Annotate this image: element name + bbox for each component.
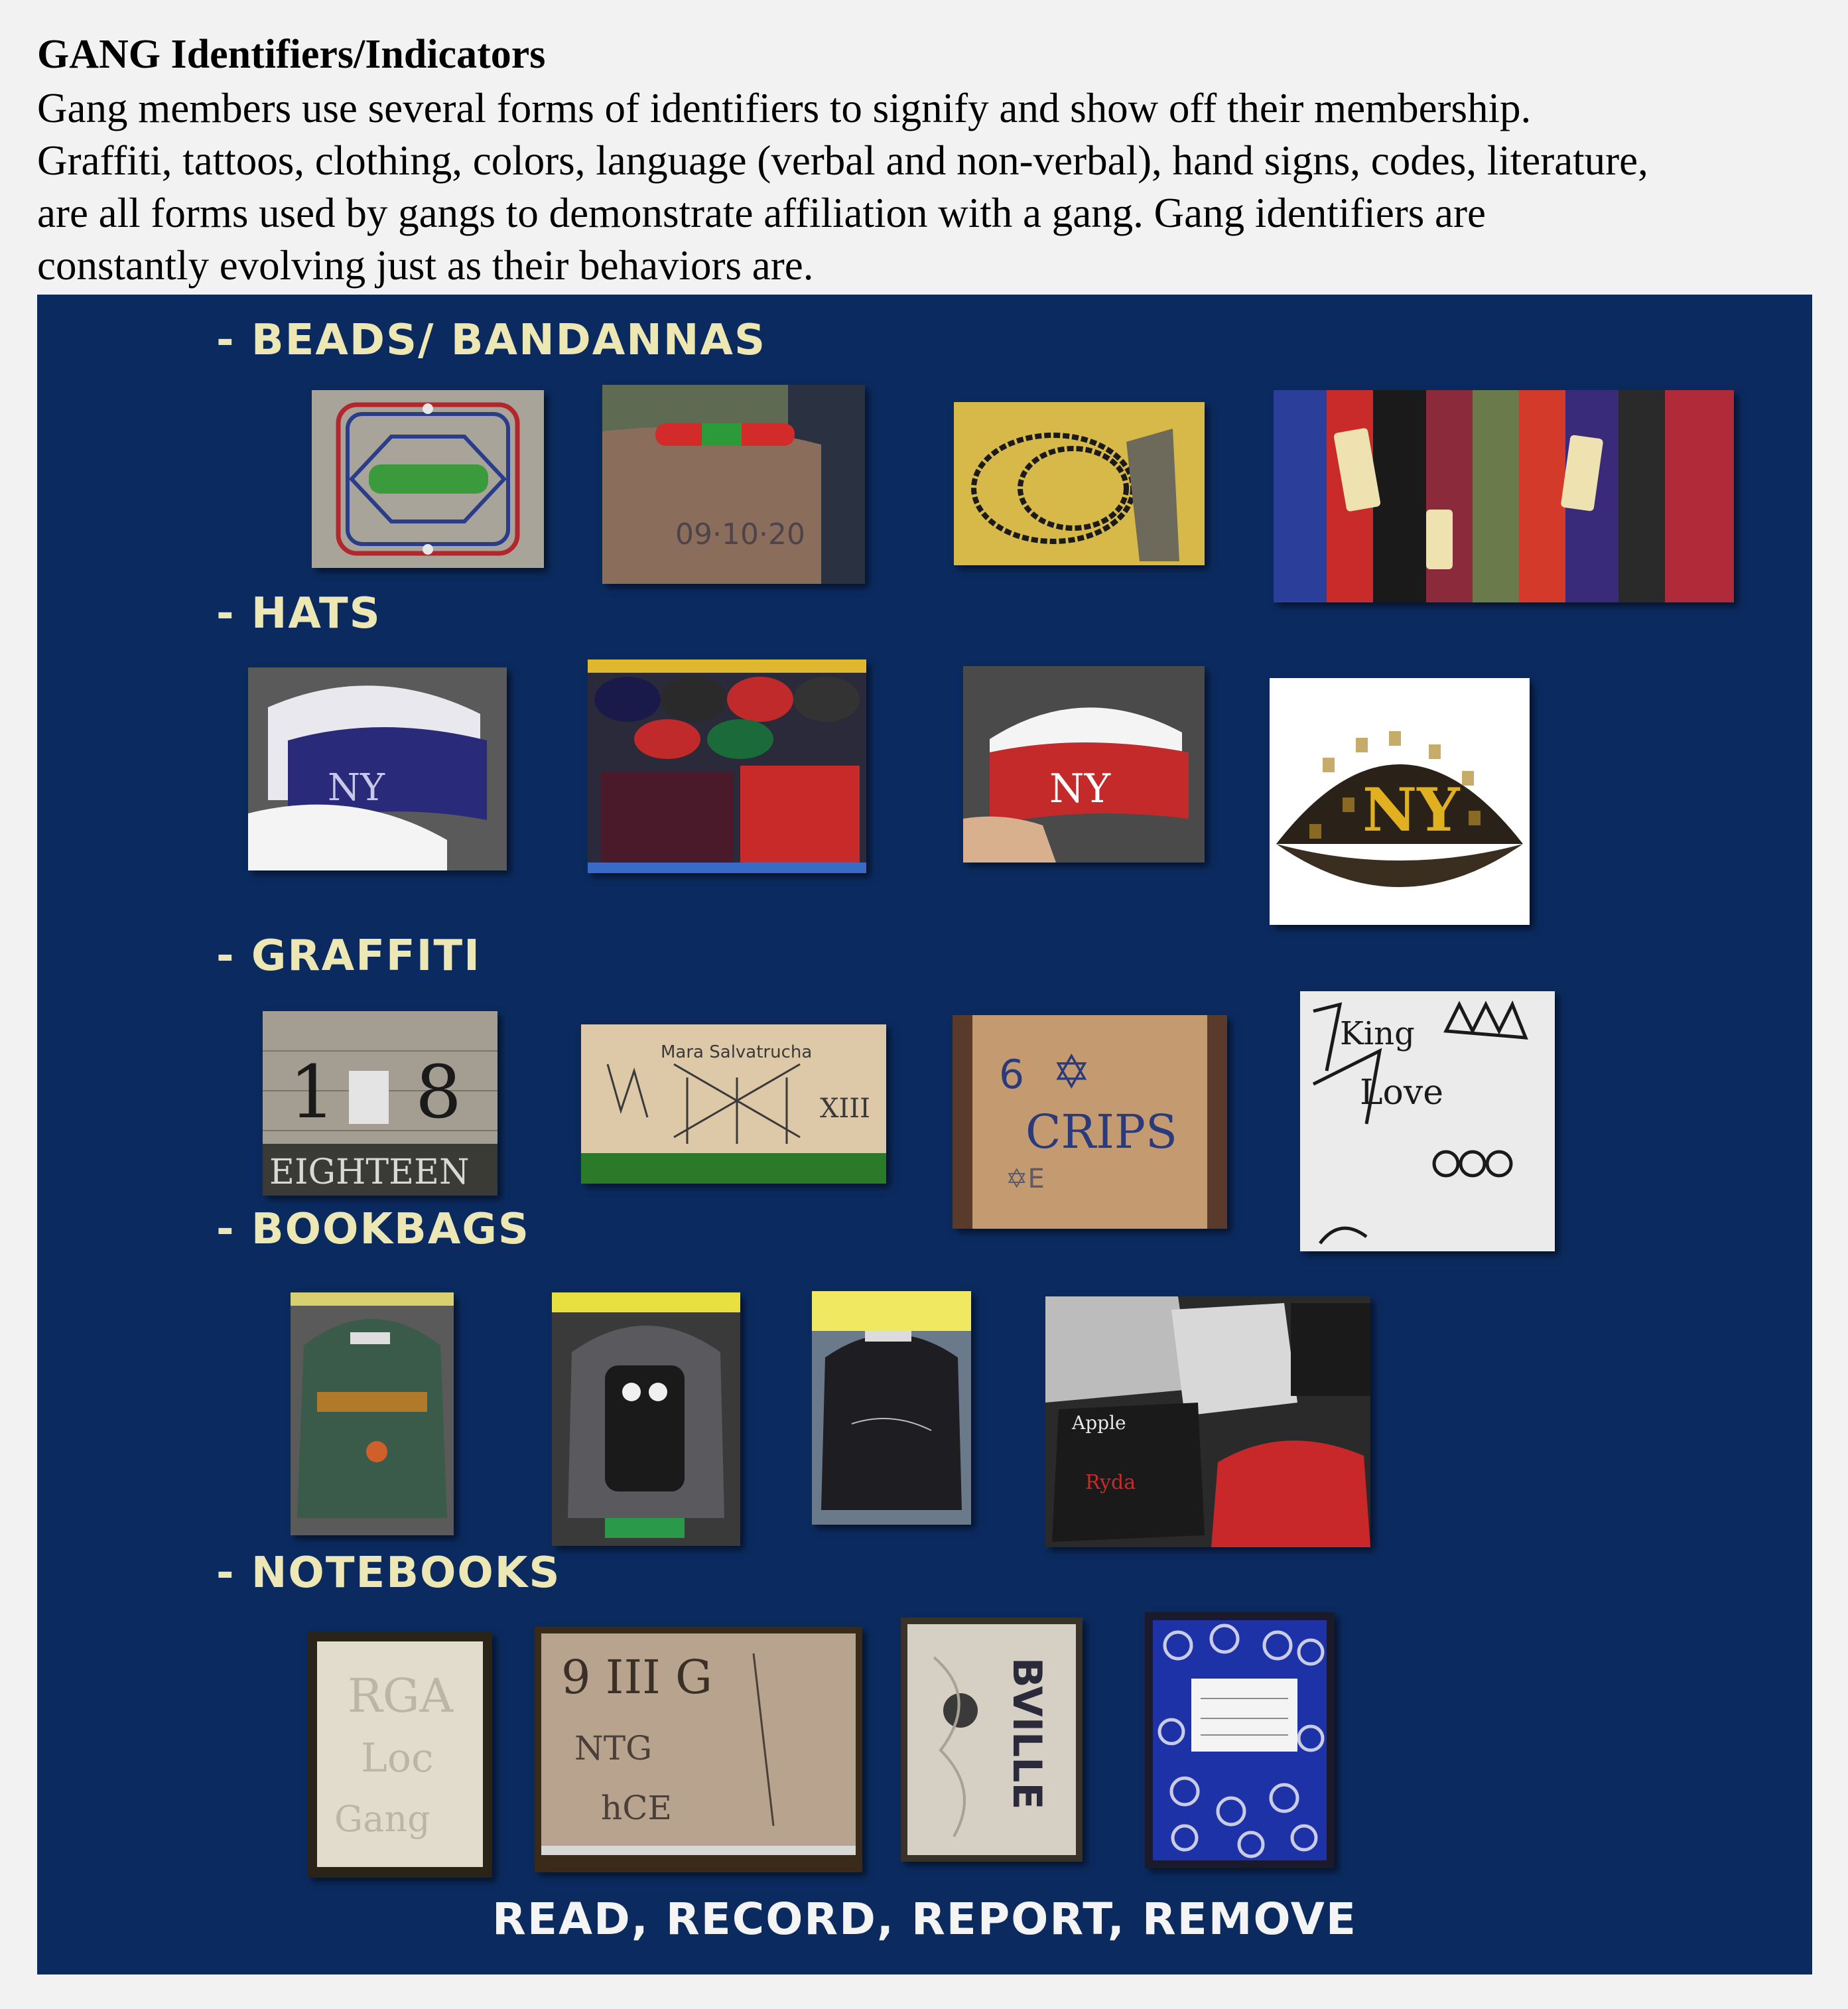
black-backpack-photo xyxy=(812,1291,971,1525)
svg-text:Mara Salvatrucha: Mara Salvatrucha xyxy=(661,1042,813,1062)
notebook-two-photo xyxy=(535,1627,862,1872)
svg-text:Apple: Apple xyxy=(1072,1412,1126,1434)
svg-text:✡E: ✡E xyxy=(1006,1164,1045,1194)
body-line: Gang members use several forms of identifiers to signify and show off their membership. xyxy=(37,85,1532,131)
svg-text:hCE: hCE xyxy=(601,1789,672,1827)
svg-text:1: 1 xyxy=(289,1050,336,1135)
svg-text:NTG: NTG xyxy=(574,1729,653,1767)
svg-text:Loc: Loc xyxy=(361,1735,434,1781)
bookbags-pile-photo xyxy=(1045,1296,1370,1547)
svg-text:8: 8 xyxy=(415,1050,462,1135)
hats-display-photo xyxy=(588,659,866,873)
beads-necklace-photo xyxy=(312,390,544,568)
svg-text:6: 6 xyxy=(999,1052,1025,1098)
body-line: are all forms used by gangs to demonstrate affiliation with a gang. Gang identifiers are xyxy=(37,190,1486,236)
svg-text:RGA: RGA xyxy=(348,1669,454,1723)
svg-text:9 III G: 9 III G xyxy=(561,1650,712,1704)
body-line: constantly evolving just as their behaviors are. xyxy=(37,242,814,289)
footer-slogan: READ, RECORD, REPORT, REMOVE xyxy=(492,1894,1357,1945)
document-body xyxy=(37,82,1815,292)
svg-text:Gang: Gang xyxy=(334,1798,430,1840)
document-title: GANG Identifiers/Indicators xyxy=(37,32,546,77)
section-label-notebooks: - NOTEBOOKS xyxy=(216,1549,561,1598)
bead-bracelet-tattoo-photo xyxy=(602,385,865,584)
svg-text:BVILLE: BVILLE xyxy=(1004,1657,1050,1810)
gray-backpack-photo xyxy=(552,1292,740,1546)
svg-text:✡: ✡ xyxy=(1052,1045,1091,1099)
black-beads-photo xyxy=(954,402,1205,565)
body-line: Graffiti, tattoos, clothing, colors, language (verbal and non-verbal), hand signs, codes, literature, xyxy=(37,137,1648,184)
mara-salvatrucha-graffiti-photo xyxy=(581,1024,886,1184)
svg-text:NY: NY xyxy=(1049,766,1111,812)
svg-text:CRIPS: CRIPS xyxy=(1025,1105,1177,1159)
section-label-beads-bandannas: - BEADS/ BANDANNAS xyxy=(216,316,767,365)
section-label-bookbags: - BOOKBAGS xyxy=(216,1205,530,1254)
green-backpack-photo xyxy=(291,1292,454,1535)
svg-text:09·10·20: 09·10·20 xyxy=(675,518,805,551)
gold-ny-fitted-cap-photo xyxy=(1270,678,1530,925)
bandannas-rack-photo xyxy=(1274,390,1734,602)
bandanna-cap-photo xyxy=(248,667,507,870)
notebook-bville-photo xyxy=(901,1618,1083,1862)
svg-text:EIGHTEEN: EIGHTEEN xyxy=(269,1152,470,1192)
svg-text:Love: Love xyxy=(1360,1073,1443,1113)
notebook-one-photo xyxy=(308,1632,492,1878)
king-love-graffiti-photo xyxy=(1300,991,1555,1251)
eighteen-graffiti-photo xyxy=(263,1011,497,1196)
crips-graffiti-photo xyxy=(953,1015,1227,1229)
section-label-hats: - HATS xyxy=(216,589,381,638)
section-label-graffiti: - GRAFFITI xyxy=(216,932,481,981)
svg-text:Ryda: Ryda xyxy=(1085,1471,1136,1494)
identifiers-slide xyxy=(37,295,1812,1974)
red-ny-cap-photo xyxy=(963,666,1205,863)
svg-text:XIII: XIII xyxy=(820,1093,870,1124)
notebook-composition-photo xyxy=(1145,1612,1335,1868)
svg-text:King: King xyxy=(1340,1015,1415,1052)
svg-text:NY: NY xyxy=(328,766,385,809)
svg-text:NY: NY xyxy=(1362,775,1460,845)
